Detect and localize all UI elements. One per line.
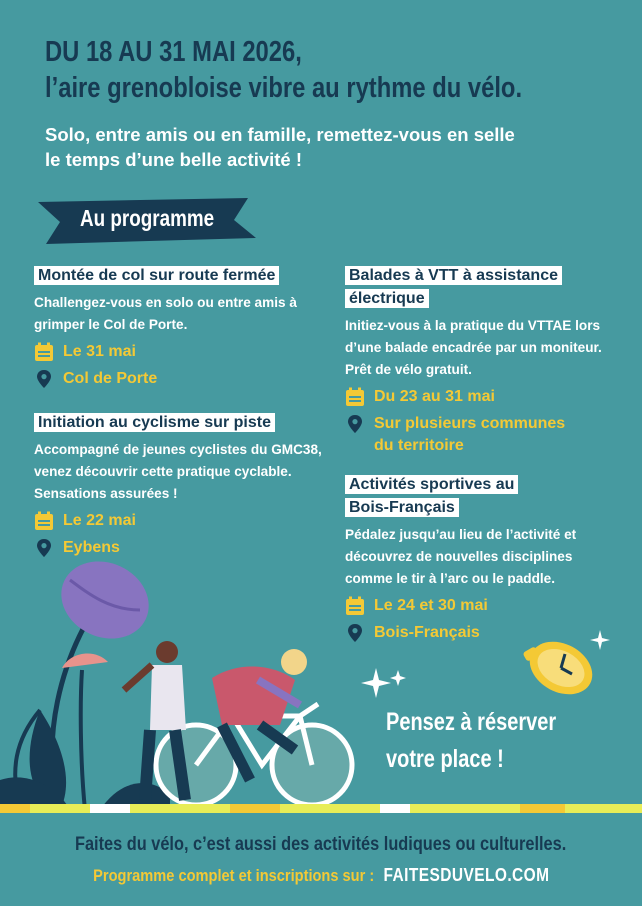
- footer-label: Programme complet et inscriptions sur :: [92, 866, 374, 885]
- card-description: Accompagné de jeunes cyclistes du GMC38, venez découvrir cette pratique cyclable. Sensations assurées !: [34, 442, 322, 501]
- card-title: Activités sportives au Bois-Français: [345, 475, 518, 517]
- activity-card-col: [34, 264, 324, 390]
- card-title: Balades à VTT à assistance électrique: [345, 266, 562, 308]
- footer-tagline-text: Faites du vélo, c’est aussi des activités ludiques ou culturelles.: [75, 834, 567, 855]
- card-place-text: Col de Porte: [63, 370, 158, 387]
- activity-card-piste: [34, 411, 324, 559]
- page-heading: [45, 34, 522, 106]
- stopwatch-icon: [521, 631, 602, 704]
- card-title: Montée de col sur route fermée: [34, 266, 279, 285]
- footer-program-link: [0, 865, 642, 886]
- card-date-text: Le 22 mai: [63, 512, 136, 529]
- map-pin-icon: [34, 369, 54, 389]
- card-date: [34, 341, 324, 363]
- card-place: [345, 413, 620, 457]
- calendar-icon: [345, 387, 365, 407]
- card-date: [34, 510, 324, 532]
- card-description: Pédalez jusqu’au lieu de l’activité et découvrez de nouvelles disciplines comme le tir à l’arc ou le paddle.: [345, 527, 577, 586]
- program-ribbon: [38, 198, 256, 244]
- website-link[interactable]: FAITESDUVELO.COM: [383, 865, 550, 885]
- color-stripe: [0, 804, 642, 813]
- card-description: Initiez-vous à la pratique du VTTAE lors d’une balade encadrée par un moniteur. Prêt de vélo gratuit.: [345, 318, 602, 377]
- card-date-text: Le 31 mai: [63, 343, 136, 360]
- activity-card-vtt: [345, 264, 620, 457]
- footer-tagline: [0, 834, 642, 856]
- card-place: [34, 368, 324, 390]
- program-label: Au programme: [80, 205, 215, 231]
- map-pin-icon: [345, 414, 365, 434]
- card-place-text: Bois-Français: [374, 624, 480, 641]
- calendar-icon: [34, 511, 54, 531]
- intro-line-1: Solo, entre amis ou en famille, remettez-vous en selle: [45, 124, 515, 145]
- heading-line-1: DU 18 AU 31 MAI 2026,: [45, 36, 302, 68]
- card-title: Initiation au cyclisme sur piste: [34, 413, 275, 432]
- card-date-text: Le 24 et 30 mai: [374, 597, 488, 614]
- card-place-text: Sur plusieurs communes du territoire: [374, 415, 566, 454]
- card-place-text: Eybens: [63, 539, 120, 556]
- card-description: Challengez-vous en solo ou entre amis à grimper le Col de Porte.: [34, 295, 297, 332]
- card-date-text: Du 23 au 31 mai: [374, 388, 495, 405]
- intro-text: [45, 122, 515, 172]
- card-date: [345, 386, 620, 408]
- calendar-icon: [34, 342, 54, 362]
- heading-line-2: l’aire grenobloise vibre au rythme du vélo.: [45, 72, 523, 104]
- reserve-cta: Pensez à réserver votre place !: [386, 708, 557, 773]
- intro-line-2: le temps d’une belle activité !: [45, 149, 303, 170]
